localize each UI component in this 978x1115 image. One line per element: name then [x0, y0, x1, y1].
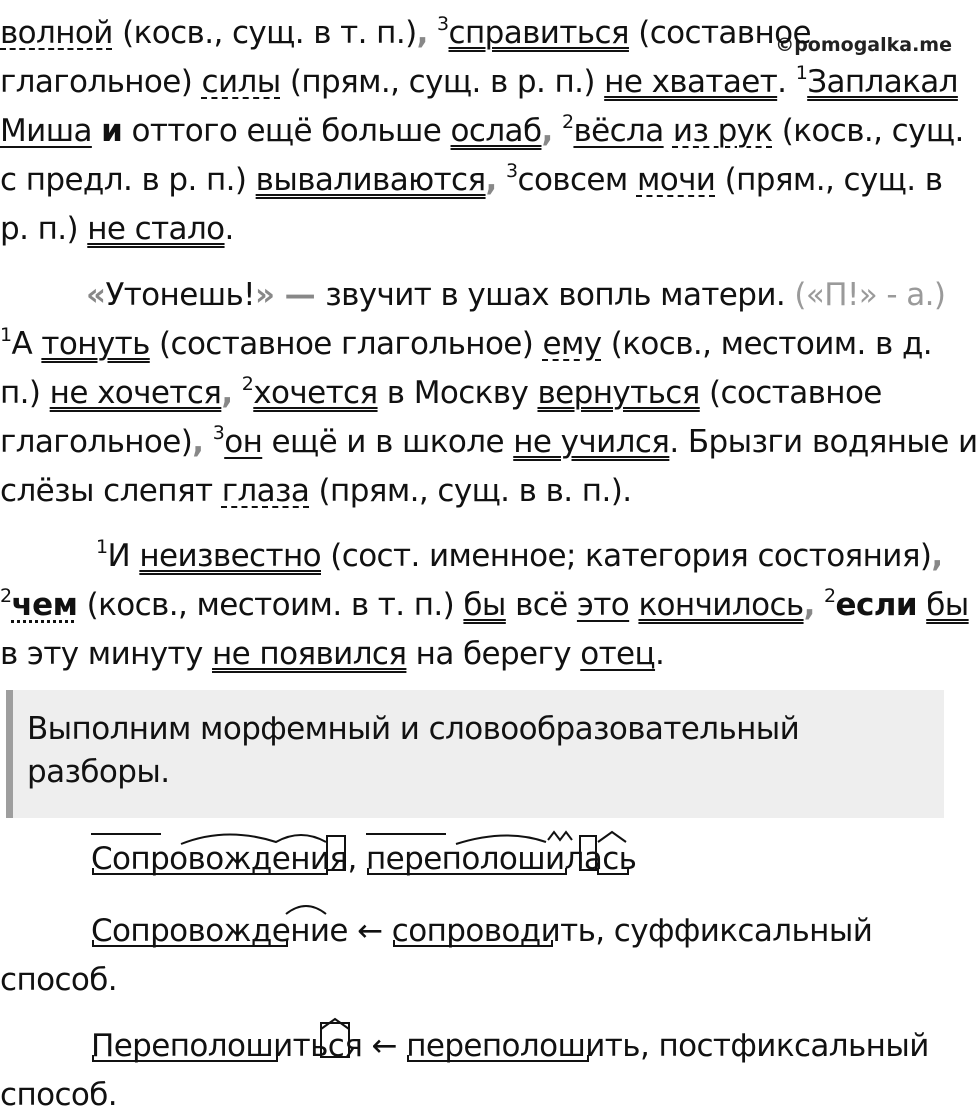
text: всё: [505, 587, 577, 623]
p3-line3: [0, 635, 960, 673]
text: п.): [0, 375, 50, 411]
predicate: Заплакал: [807, 64, 958, 100]
predicate: не хочется: [49, 375, 222, 411]
comma: ,: [485, 162, 497, 198]
text: глагольное): [0, 64, 202, 100]
text: (составное глагольное): [149, 326, 543, 362]
space: [917, 587, 926, 623]
space: [203, 424, 212, 460]
text: .: [655, 636, 665, 672]
text: (сост. именное; категория состояния): [321, 538, 932, 574]
object: ему: [542, 326, 602, 362]
p2-line2: [0, 325, 960, 363]
text: , суффиксальный: [595, 913, 873, 949]
comma: ,: [192, 424, 204, 460]
space: [664, 113, 673, 149]
morph-word-soprovodit: [392, 912, 595, 950]
morpheme-marks: [366, 830, 636, 880]
p3-line1: [0, 537, 960, 575]
p2-line3: [0, 374, 960, 412]
morpheme-marks: [91, 1017, 361, 1067]
clause-number: 1: [96, 536, 108, 558]
object: чем: [11, 587, 78, 623]
text: способ.: [0, 1077, 118, 1113]
text: Утонешь!: [105, 277, 255, 313]
p3-line2: [0, 585, 969, 624]
word-text: переполошилась: [365, 841, 637, 877]
comma: ,: [541, 113, 553, 149]
predicate: справиться: [448, 15, 629, 51]
p1-line5: [0, 210, 960, 248]
text: слёзы слепят: [0, 473, 222, 509]
comma: ,: [803, 587, 815, 623]
particle: бы: [463, 587, 506, 623]
predicate: вернуться: [537, 375, 700, 411]
morpheme-marks: [91, 902, 331, 952]
morph-line2b: [0, 961, 960, 999]
text: способ.: [0, 962, 118, 998]
conjunction: если: [835, 587, 917, 623]
word-volnoy: волной: [0, 15, 113, 51]
predicate: не появился: [212, 636, 407, 672]
text: А: [11, 326, 42, 362]
subject: Миша: [0, 113, 92, 149]
text: оттого ещё больше: [122, 113, 451, 149]
object: мочи: [636, 162, 716, 198]
p1-line1: [0, 14, 960, 52]
object: из рук: [672, 113, 773, 149]
arrow: ←: [347, 913, 392, 949]
text: (составное: [699, 375, 882, 411]
text: (косв., местоим. в д.: [601, 326, 933, 362]
text: с предл. в р. п.): [0, 162, 256, 198]
p2-line4: [0, 422, 978, 461]
particle: бы: [926, 587, 969, 623]
predicate: неизвестно: [139, 538, 321, 574]
text: звучит в ушах вопль матери.: [325, 277, 795, 313]
word-text: переполошить: [406, 1028, 640, 1064]
text: (косв., сущ.: [772, 113, 964, 149]
subject: он: [224, 424, 263, 460]
clause-number: 2: [561, 111, 574, 133]
text: в Москву: [377, 375, 538, 411]
morph-line2: [0, 912, 960, 950]
clause-number: 2: [824, 585, 836, 607]
predicate: кончилось: [638, 587, 804, 623]
morph-word-perepoloshit: [406, 1027, 640, 1065]
p1-line4: [0, 161, 960, 199]
text: , постфиксальный: [639, 1028, 929, 1064]
morph-line3b: [0, 1076, 960, 1114]
text: (прям., сущ. в р. п.): [280, 64, 605, 100]
text: р. п.): [0, 211, 88, 247]
subject: вёсла: [573, 113, 664, 149]
text: ,: [347, 841, 366, 877]
quote-close: »: [254, 277, 275, 313]
word-text: Сопровождение: [91, 913, 348, 949]
text: совсем: [517, 162, 637, 198]
clause-number: 3: [212, 422, 225, 444]
p1-line2: [0, 63, 960, 101]
clause-number: 1: [795, 62, 808, 84]
morpheme-marks: [91, 830, 351, 880]
clause-number: 3: [506, 160, 518, 182]
morph-word-soprovozhdeniya: [91, 840, 347, 878]
text: (составное: [628, 15, 811, 51]
comma: ,: [416, 15, 428, 51]
text: .: [777, 64, 796, 100]
space: [428, 15, 437, 51]
space: [553, 113, 562, 149]
dash: —: [274, 277, 326, 313]
text: ещё и в школе: [262, 424, 514, 460]
text: . Брызги водяные и: [669, 424, 978, 460]
clause-number: 2: [0, 585, 12, 607]
comma: ,: [221, 375, 233, 411]
morpheme-marks: [392, 902, 572, 952]
morph-line1: [0, 840, 960, 878]
clause-number: 1: [0, 324, 12, 346]
predicate: не учился: [513, 424, 670, 460]
morph-word-perepoloshilas: [366, 840, 636, 878]
space: [497, 162, 506, 198]
predicate: тонуть: [41, 326, 150, 362]
predicate: ослаб: [450, 113, 542, 149]
predicate: вываливаются: [255, 162, 486, 198]
callout-line2: разборы.: [27, 754, 170, 790]
space: [92, 113, 101, 149]
p2-line5: [0, 472, 960, 510]
text: (прям., сущ. в в. п.).: [309, 473, 632, 509]
predicate: не хватает: [604, 64, 778, 100]
clause-number: 3: [437, 13, 449, 35]
scheme: («П!» - а.): [794, 277, 946, 313]
quote-open: «: [86, 277, 106, 313]
subject: отец: [580, 636, 656, 672]
morph-word-soprovozhdenie: [91, 912, 348, 950]
predicate: хочется: [253, 375, 378, 411]
space: [815, 587, 824, 623]
callout-box: [6, 690, 944, 818]
conjunction: и: [101, 113, 123, 149]
p2-line1: [0, 276, 960, 314]
word-text: Сопровождения: [91, 841, 348, 877]
morph-line3: [0, 1027, 960, 1065]
text: (косв., сущ. в т. п.): [112, 15, 417, 51]
watermark: ©pomogalka.me: [775, 34, 952, 56]
arrow: ←: [362, 1028, 407, 1064]
predicate: не стало: [87, 211, 225, 247]
text: .: [224, 211, 234, 247]
text: глагольное): [0, 424, 193, 460]
word-text: сопроводить: [391, 913, 596, 949]
text: (прям., сущ. в: [715, 162, 943, 198]
callout-line1: Выполним морфемный и словообразовательный: [27, 711, 800, 747]
subject: это: [576, 587, 630, 623]
clause-number: 2: [241, 373, 254, 395]
p1-line3: [0, 111, 964, 150]
text: (косв., местоим. в т. п.): [77, 587, 464, 623]
object: глаза: [221, 473, 310, 509]
text: И: [107, 538, 140, 574]
word-sily: силы: [201, 64, 281, 100]
comma: ,: [931, 538, 943, 574]
text: на берегу: [406, 636, 581, 672]
morph-word-perepoloshitsya: [91, 1027, 362, 1065]
text: в эту минуту: [0, 636, 213, 672]
space: [233, 375, 242, 411]
word-text: Переполошиться: [91, 1028, 363, 1064]
morpheme-marks: [406, 1017, 616, 1067]
